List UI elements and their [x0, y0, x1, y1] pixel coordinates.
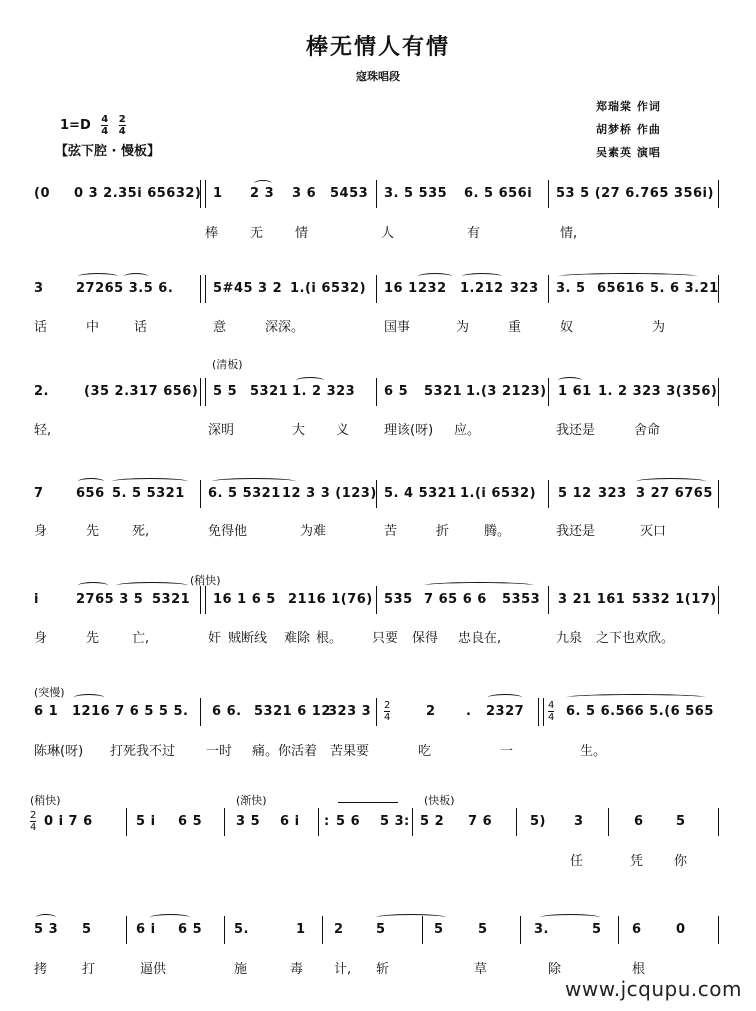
- lyric: 深明: [208, 423, 235, 438]
- barline: [516, 808, 517, 836]
- lyric: 九泉: [556, 631, 583, 646]
- tempo-marking: 【弦下腔 · 慢板】: [55, 144, 160, 159]
- lyric: 死,: [132, 524, 150, 539]
- note-group: 3: [574, 814, 584, 829]
- note-group: 2: [334, 922, 344, 937]
- composer-credit: 胡梦桥 作曲: [596, 123, 661, 136]
- note-group: 3. 5: [556, 281, 586, 296]
- lyricist-credit: 郑瑞棠 作词: [596, 100, 661, 113]
- note-group: 5: [676, 814, 686, 829]
- lyric: 苦果要: [330, 744, 370, 759]
- lyric: 一: [500, 744, 514, 759]
- note-group: (0: [34, 186, 50, 201]
- barline: [200, 180, 201, 208]
- note-group: 5 6: [336, 814, 361, 829]
- lyric: 贼断线: [228, 631, 268, 646]
- lyric: 轻,: [34, 423, 52, 438]
- lyric: 应。: [454, 423, 481, 438]
- note-group: 5353: [502, 592, 541, 607]
- note-group: 0: [676, 922, 686, 937]
- note-group: 6: [632, 922, 642, 937]
- barline: [376, 378, 377, 406]
- note-group: 323: [598, 486, 627, 501]
- time-signature-1: $\frac{4}{4}$: [101, 114, 109, 137]
- barline: [126, 916, 127, 944]
- note-group: 535: [384, 592, 413, 607]
- note-group: 6. 5 656i: [464, 186, 533, 201]
- barline: [224, 916, 225, 944]
- note-group: 5321: [152, 592, 191, 607]
- lyric: 忠良在,: [458, 631, 502, 646]
- lyric: 有: [467, 226, 481, 241]
- slur: [116, 582, 188, 589]
- barline: [718, 275, 719, 303]
- note-group: 5: [82, 922, 92, 937]
- note-group: 1 61: [558, 384, 592, 399]
- note-group: 5.: [234, 922, 249, 937]
- page-title: 棒无情人有情: [305, 35, 450, 60]
- note-group: 16 1: [384, 281, 418, 296]
- barline: [618, 916, 619, 944]
- lyric: 身: [34, 524, 48, 539]
- lyric: 先: [86, 524, 100, 539]
- lyric: 斩: [376, 962, 390, 977]
- barline: [718, 180, 719, 208]
- note-group: 1216 7 6 5 5 5.: [72, 704, 189, 719]
- note-group: 5 2: [420, 814, 445, 829]
- note-group: 2765 3 5: [76, 592, 144, 607]
- tempo-mark: (清板): [212, 358, 243, 371]
- slur: [558, 273, 698, 280]
- barline: [376, 180, 377, 208]
- note-group: 6. 5 5321: [208, 486, 281, 501]
- lyric: 生。: [580, 744, 607, 759]
- note-group: 5321 6 12: [254, 704, 331, 719]
- barline: [520, 916, 521, 944]
- note-group: 5321: [424, 384, 463, 399]
- note-group: 3 27 6765: [636, 486, 713, 501]
- note-group: 5332 1(17): [632, 592, 717, 607]
- note-group: 1.(3 2123): [466, 384, 547, 399]
- lyric: 重: [508, 320, 522, 335]
- lyric: 情: [295, 226, 309, 241]
- lyric: 一时: [206, 744, 233, 759]
- lyric: 舍命: [634, 423, 661, 438]
- lyric: 话: [34, 320, 48, 335]
- note-group: 5 i: [136, 814, 156, 829]
- lyric: 难除: [284, 631, 311, 646]
- slur: [254, 180, 272, 187]
- tempo-mark: (稍快): [30, 794, 61, 807]
- lyric: 只要: [372, 631, 399, 646]
- barline: [205, 180, 206, 208]
- lyric: 亡,: [132, 631, 150, 646]
- key-signature: [60, 114, 126, 137]
- lyric: 国事: [384, 320, 411, 335]
- tempo-mark: (渐快): [236, 794, 267, 807]
- note-group: 6 5: [178, 922, 203, 937]
- lyric: 根。: [316, 631, 343, 646]
- note-group: 5: [434, 922, 444, 937]
- barline: [200, 698, 201, 726]
- lyric: 苦: [384, 524, 398, 539]
- lyric: 为难: [300, 524, 327, 539]
- barline: [548, 180, 549, 208]
- lyric: 话: [134, 320, 148, 335]
- barline: [538, 698, 539, 726]
- note-group: :: [404, 814, 410, 829]
- note-group: 5): [530, 814, 546, 829]
- barline: [718, 378, 719, 406]
- barline: [718, 586, 719, 614]
- lyric: 意: [213, 320, 227, 335]
- note-group: 5. 5 5321: [112, 486, 185, 501]
- note-group: 5453: [330, 186, 369, 201]
- slur: [566, 694, 706, 701]
- note-group: 2116 1(76): [288, 592, 373, 607]
- note-group: 323 3: [328, 704, 372, 719]
- time-signature-change: $\frac{4}{4}$: [548, 700, 555, 723]
- lyric: 根: [632, 962, 646, 977]
- barline: [224, 808, 225, 836]
- time-signature-change: $\frac{2}{4}$: [30, 810, 37, 833]
- note-group: 1.212: [460, 281, 504, 296]
- barline: [200, 586, 201, 614]
- note-group: 65616: [597, 281, 645, 296]
- barline: [376, 698, 377, 726]
- lyric: 灭口: [640, 524, 667, 539]
- lyric: 奸: [208, 631, 222, 646]
- note-group: 0 3 2.35i 65632): [74, 186, 202, 201]
- lyric: 理该(呀): [384, 423, 434, 438]
- lyric: 你活着: [278, 744, 318, 759]
- note-group: 53 5 (27 6.765 356i): [556, 186, 714, 201]
- slur: [462, 273, 502, 280]
- barline: [126, 808, 127, 836]
- note-group: 5: [376, 922, 386, 937]
- note-group: 5: [592, 922, 602, 937]
- lyric: 吃: [418, 744, 432, 759]
- note-group: 5#45 3 2: [213, 281, 283, 296]
- lyric: 我还是: [556, 423, 596, 438]
- lyric: 草: [474, 962, 488, 977]
- lyric: 为: [456, 320, 470, 335]
- slur: [112, 478, 188, 485]
- barline: [548, 378, 549, 406]
- volta-bracket: [338, 802, 398, 803]
- slur: [74, 694, 104, 701]
- note-group: i: [34, 592, 39, 607]
- lyric: 大: [292, 423, 306, 438]
- slur: [488, 694, 522, 701]
- lyric: 无: [250, 226, 264, 241]
- lyric: 凭: [630, 854, 644, 869]
- note-group: 2.: [34, 384, 49, 399]
- lyric: 义: [336, 423, 350, 438]
- note-group: 16 1 6 5: [213, 592, 276, 607]
- note-group: 7 65 6 6: [424, 592, 487, 607]
- note-group: 5 3: [380, 814, 405, 829]
- note-group: 1. 2 323: [292, 384, 356, 399]
- note-group: 3. 5 535: [384, 186, 448, 201]
- barline: [548, 480, 549, 508]
- lyric: 人: [381, 226, 395, 241]
- note-group: 5 5: [213, 384, 238, 399]
- watermark-url: www.jcqupu.com: [565, 977, 742, 1001]
- lyric: 计,: [334, 962, 352, 977]
- slur: [124, 273, 148, 280]
- slur: [540, 914, 600, 921]
- note-group: 1: [296, 922, 306, 937]
- slur: [212, 478, 296, 485]
- slur: [424, 582, 534, 589]
- barline: [548, 275, 549, 303]
- tempo-mark: (突慢): [34, 686, 65, 699]
- note-group: 3: [34, 281, 44, 296]
- note-group: 6 i: [280, 814, 300, 829]
- lyric: 之下也欢欣。: [596, 631, 675, 646]
- lyric: 施: [234, 962, 248, 977]
- note-group: 6 6.: [212, 704, 242, 719]
- subtitle: 寇珠唱段: [356, 70, 400, 83]
- note-group: 3 6: [292, 186, 317, 201]
- barline: [376, 275, 377, 303]
- barline: [718, 808, 719, 836]
- note-group: 2 3: [250, 186, 275, 201]
- lyric: 保得: [412, 631, 439, 646]
- note-group: 7 6: [468, 814, 493, 829]
- note-group: 6: [634, 814, 644, 829]
- barline: [318, 808, 319, 836]
- note-group: 6 5: [178, 814, 203, 829]
- slur: [376, 914, 446, 921]
- lyric: 腾。: [484, 524, 511, 539]
- barline: [205, 586, 206, 614]
- slur: [78, 273, 118, 280]
- slur: [418, 273, 452, 280]
- tempo-mark: (稍快): [190, 574, 221, 587]
- slur: [36, 914, 56, 921]
- slur: [296, 377, 324, 384]
- lyric: 中: [86, 320, 100, 335]
- time-signature-change: $\frac{2}{4}$: [384, 700, 391, 723]
- barline: [718, 480, 719, 508]
- note-group: 323: [510, 281, 539, 296]
- note-group: 2327: [486, 704, 525, 719]
- note-group: 6 i: [136, 922, 156, 937]
- note-group: 27265 3.5 6.: [76, 281, 174, 296]
- time-signature-2: $\frac{2}{4}$: [118, 114, 126, 137]
- lyric: 打: [82, 962, 96, 977]
- barline: [608, 808, 609, 836]
- lyric: 拷: [34, 962, 48, 977]
- slur: [558, 377, 582, 384]
- note-group: 3 5: [236, 814, 261, 829]
- tempo-mark: (快板): [424, 794, 455, 807]
- lyric: 折: [436, 524, 450, 539]
- lyric: 深深。: [265, 320, 305, 335]
- lyric: 奴: [560, 320, 574, 335]
- lyric: 打死我不过: [110, 744, 176, 759]
- note-group: 5: [478, 922, 488, 937]
- barline: [543, 698, 544, 726]
- note-group: 3 21 161: [558, 592, 626, 607]
- lyric: 先: [86, 631, 100, 646]
- barline: [205, 275, 206, 303]
- barline: [205, 378, 206, 406]
- lyric: 痛。: [252, 744, 279, 759]
- note-group: 7: [34, 486, 44, 501]
- note-group: 1.(i 6532): [290, 281, 367, 296]
- lyric: 除: [548, 962, 562, 977]
- slur: [636, 478, 706, 485]
- lyric: 为: [652, 320, 666, 335]
- note-group: 6. 5 6.566 5.(6 565: [566, 704, 714, 719]
- note-group: 5 3: [34, 922, 59, 937]
- note-group: 1.(i 6532): [460, 486, 537, 501]
- slur: [78, 582, 108, 589]
- barline: [412, 808, 413, 836]
- lyric: 我还是: [556, 524, 596, 539]
- key-label: 1=D: [60, 118, 91, 133]
- note-group: (35 2.317 656): [84, 384, 199, 399]
- barline: [548, 586, 549, 614]
- note-group: :: [324, 814, 330, 829]
- note-group: .: [466, 704, 472, 719]
- note-group: 1: [213, 186, 223, 201]
- note-group: 3.: [534, 922, 549, 937]
- note-group: 12 3 3 (123): [282, 486, 377, 501]
- lyric: 陈琳(呀): [34, 744, 84, 759]
- barline: [376, 480, 377, 508]
- barline: [200, 378, 201, 406]
- singer-credit: 吴素英 演唱: [596, 146, 661, 159]
- barline: [200, 480, 201, 508]
- note-group: 6 5: [384, 384, 409, 399]
- note-group: 6 1: [34, 704, 59, 719]
- note-group: 656: [76, 486, 105, 501]
- lyric: 逼供: [140, 962, 167, 977]
- barline: [200, 275, 201, 303]
- barline: [322, 916, 323, 944]
- note-group: 1. 2 323 3(356): [598, 384, 718, 399]
- lyric: 你: [674, 854, 688, 869]
- lyric: 任: [570, 854, 584, 869]
- note-group: 5321: [250, 384, 289, 399]
- slur: [78, 478, 104, 485]
- lyric: 棒: [205, 226, 219, 241]
- lyric: 身: [34, 631, 48, 646]
- slur: [150, 914, 190, 921]
- lyric: 毒: [290, 962, 304, 977]
- note-group: 5 12: [558, 486, 592, 501]
- barline: [718, 916, 719, 944]
- note-group: 232: [418, 281, 447, 296]
- note-group: 0 i 7 6: [44, 814, 93, 829]
- note-group: 5. 6 3.21: [650, 281, 719, 296]
- barline: [376, 586, 377, 614]
- lyric: 免得他: [208, 524, 248, 539]
- note-group: 5. 4 5321: [384, 486, 457, 501]
- lyric: 情,: [560, 226, 578, 241]
- note-group: 2: [426, 704, 436, 719]
